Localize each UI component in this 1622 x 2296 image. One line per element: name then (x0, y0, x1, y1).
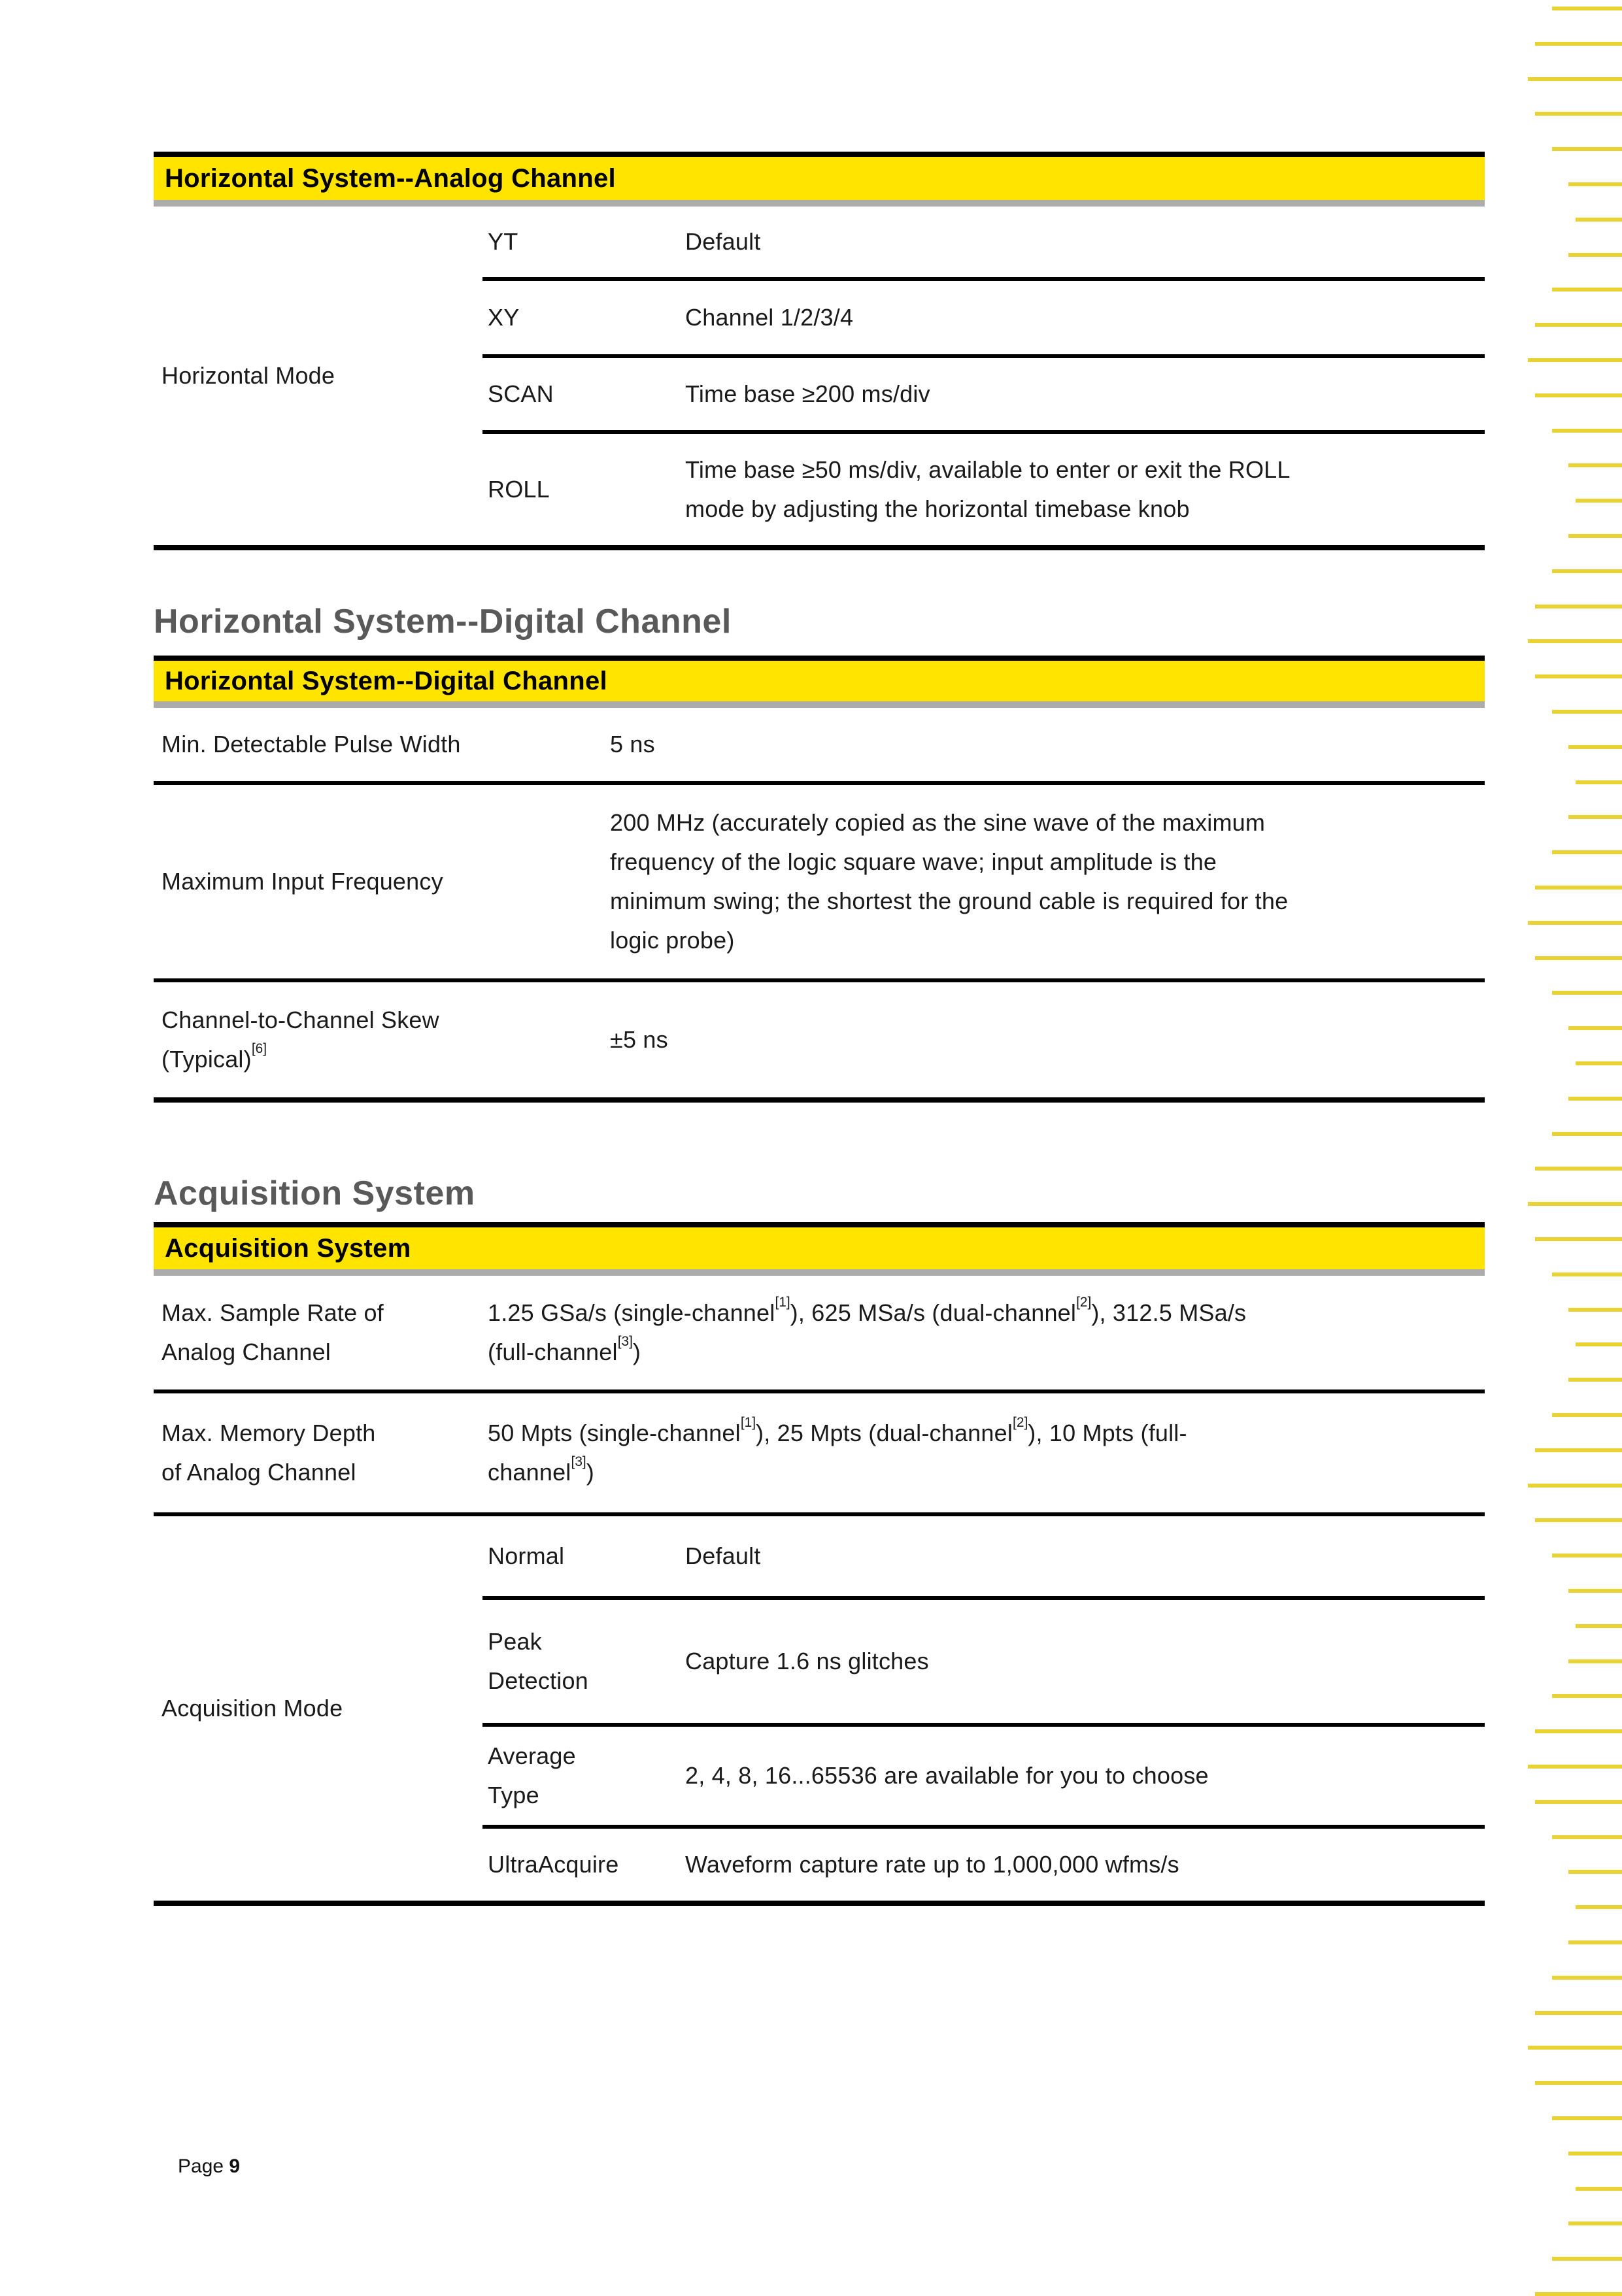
table-header-title: Horizontal System--Analog Channel (165, 164, 616, 193)
mode-text: Normal (488, 1537, 564, 1576)
desc-cell-scan (680, 358, 1485, 430)
yellow-dash (1535, 2011, 1622, 2015)
mode-text: SCAN (488, 374, 554, 414)
label-text: Max. Sample Rate of Analog Channel (161, 1293, 384, 1372)
yellow-dash (1568, 2221, 1622, 2225)
yellow-dash (1535, 1518, 1622, 1522)
value-text: ±5 ns (610, 1020, 668, 1059)
row-label-max-memory-depth (154, 1393, 482, 1512)
desc-text: Time base ≥50 ms/div, available to enter or exit the ROLL mode by adjusting the horizontal timebase knob (685, 450, 1291, 529)
desc-text: Default (685, 222, 760, 261)
yellow-dash (1576, 2187, 1622, 2191)
table-horizontal-digital (154, 656, 1485, 1103)
label-text: Min. Detectable Pulse Width (161, 725, 461, 764)
yellow-dash (1568, 463, 1622, 467)
yellow-dash (1568, 1589, 1622, 1593)
table-acquisition-system (154, 1222, 1485, 1906)
yellow-dash (1552, 1273, 1622, 1276)
yellow-dash (1576, 780, 1622, 784)
desc-cell-roll (680, 434, 1485, 545)
yellow-dash (1535, 42, 1622, 46)
table-body (154, 708, 1485, 1097)
yellow-dash (1576, 1061, 1622, 1065)
yellow-dash (1552, 1554, 1622, 1557)
section-heading-acquisition: Acquisition System (154, 1175, 475, 1212)
yellow-dash (1552, 2257, 1622, 2261)
mode-cell-yt (482, 207, 680, 277)
table-body-simple (154, 1276, 1485, 1512)
table-bottom-border (154, 1097, 1485, 1103)
yellow-dash (1528, 1765, 1622, 1769)
table-header-title: Acquisition System (165, 1234, 411, 1263)
yellow-dash (1552, 850, 1622, 854)
table-header-band (154, 1227, 1485, 1269)
yellow-dash (1552, 147, 1622, 151)
table-header-shadow (154, 1269, 1485, 1276)
yellow-dash (1568, 1940, 1622, 1944)
label-text: Maximum Input Frequency (161, 862, 443, 901)
yellow-dash (1576, 218, 1622, 222)
yellow-dash (1528, 77, 1622, 81)
mode-cell-ultraacquire (482, 1829, 680, 1901)
mode-text: YT (488, 222, 518, 261)
yellow-dash (1576, 1342, 1622, 1346)
row-label-max-input-frequency (154, 785, 605, 978)
yellow-dash (1552, 991, 1622, 995)
yellow-dash (1535, 393, 1622, 397)
yellow-dash (1552, 1132, 1622, 1136)
row-value-max-input-frequency (605, 785, 1485, 978)
yellow-dash (1535, 886, 1622, 890)
yellow-dash (1552, 1413, 1622, 1417)
yellow-dash (1535, 605, 1622, 608)
table-header-band (154, 157, 1485, 200)
table-header-shadow (154, 701, 1485, 708)
yellow-dash (1535, 1800, 1622, 1804)
mode-text: ROLL (488, 470, 550, 509)
row-label-max-sample-rate (154, 1276, 482, 1389)
yellow-dash (1568, 253, 1622, 257)
yellow-dash (1528, 921, 1622, 925)
table-body-acquisition-mode (154, 1516, 1485, 1901)
row-value-pulse-width (605, 708, 1485, 781)
yellow-dash (1576, 1905, 1622, 1909)
yellow-dash (1552, 569, 1622, 573)
mode-cell-average-type (482, 1727, 680, 1825)
yellow-dash (1528, 358, 1622, 362)
yellow-dash (1535, 2081, 1622, 2085)
yellow-dash (1535, 1167, 1622, 1171)
row-label-acquisition-mode: Acquisition Mode (154, 1516, 482, 1901)
desc-cell-average-type (680, 1727, 1485, 1825)
mode-text: UltraAcquire (488, 1845, 618, 1884)
table-top-border (154, 656, 1485, 661)
yellow-dash (1535, 1448, 1622, 1452)
yellow-dash (1576, 499, 1622, 503)
table-body (154, 207, 1485, 545)
yellow-dash (1535, 1237, 1622, 1241)
value-text: 50 Mpts (single-channel[1]), 25 Mpts (dual-channel[2]), 10 Mpts (full- channel[3]) (488, 1414, 1187, 1492)
section-heading-digital: Horizontal System--Digital Channel (154, 603, 732, 641)
page-number (178, 2155, 240, 2178)
mode-text: Average Type (488, 1737, 576, 1815)
desc-text: Time base ≥200 ms/div (685, 374, 930, 414)
mode-text: XY (488, 298, 519, 337)
desc-text: Channel 1/2/3/4 (685, 298, 853, 337)
yellow-dash (1568, 182, 1622, 186)
yellow-dash (1535, 112, 1622, 116)
mode-cell-peak-detection (482, 1600, 680, 1723)
yellow-dash (1535, 674, 1622, 678)
row-label-channel-skew (154, 982, 605, 1097)
mode-cell-roll (482, 434, 680, 545)
label-text: Max. Memory Depth of Analog Channel (161, 1414, 376, 1492)
yellow-dash (1552, 1835, 1622, 1839)
value-text: 200 MHz (accurately copied as the sine wave of the maximum frequency of the logic square wave; input amplitude is the minimum swing; the shortest the ground cable is required for the logic probe) (610, 803, 1288, 960)
yellow-dash (1568, 745, 1622, 749)
desc-cell-xy (680, 281, 1485, 354)
mode-text: Peak Detection (488, 1622, 588, 1701)
row-value-channel-skew (605, 982, 1485, 1097)
desc-cell-normal (680, 1516, 1485, 1596)
yellow-dash (1528, 639, 1622, 643)
table-top-border (154, 152, 1485, 157)
yellow-dash (1568, 1659, 1622, 1663)
desc-cell-ultraacquire (680, 1829, 1485, 1901)
row-value-max-sample-rate (482, 1276, 1485, 1389)
yellow-dash (1568, 1378, 1622, 1382)
yellow-dash (1552, 1976, 1622, 1980)
yellow-dash (1568, 1870, 1622, 1874)
yellow-dash (1552, 1694, 1622, 1698)
yellow-dash (1552, 429, 1622, 433)
desc-cell-peak-detection (680, 1600, 1485, 1723)
yellow-dash (1568, 1097, 1622, 1101)
row-value-max-memory-depth (482, 1393, 1485, 1512)
yellow-dash (1576, 1624, 1622, 1628)
yellow-dash (1535, 956, 1622, 960)
yellow-dash (1568, 1308, 1622, 1312)
table-horizontal-analog (154, 152, 1485, 550)
value-text: 5 ns (610, 725, 655, 764)
yellow-dash (1552, 7, 1622, 10)
row-label-horizontal-mode: Horizontal Mode (154, 207, 482, 545)
table-bottom-border (154, 545, 1485, 550)
desc-text: 2, 4, 8, 16...65536 are available for you to choose (685, 1756, 1209, 1795)
table-bottom-border (154, 1901, 1485, 1906)
desc-text: Waveform capture rate up to 1,000,000 wfms/s (685, 1845, 1179, 1884)
desc-cell-yt (680, 207, 1485, 277)
label-text: Channel-to-Channel Skew (Typical)[6] (161, 1001, 439, 1079)
yellow-dash (1535, 1729, 1622, 1733)
table-top-border (154, 1222, 1485, 1227)
yellow-dash (1528, 1202, 1622, 1206)
value-text: 1.25 GSa/s (single-channel[1]), 625 MSa/s (dual-channel[2]), 312.5 MSa/s (full-channel[3]) (488, 1293, 1246, 1372)
yellow-dash (1528, 2046, 1622, 2050)
yellow-dash (1528, 1484, 1622, 1488)
desc-text: Default (685, 1537, 760, 1576)
yellow-dash (1535, 323, 1622, 327)
yellow-dash (1568, 534, 1622, 538)
yellow-dash (1552, 2116, 1622, 2120)
desc-text: Capture 1.6 ns glitches (685, 1642, 929, 1681)
yellow-dash (1568, 1026, 1622, 1030)
table-header-band (154, 661, 1485, 701)
yellow-dash (1552, 710, 1622, 714)
mode-cell-normal (482, 1516, 680, 1596)
yellow-dash (1552, 288, 1622, 291)
mode-cell-scan (482, 358, 680, 430)
mode-cell-xy (482, 281, 680, 354)
page-number-value: 9 (229, 2155, 240, 2177)
row-label-pulse-width (154, 708, 605, 781)
table-header-title: Horizontal System--Digital Channel (165, 667, 607, 696)
table-header-shadow (154, 200, 1485, 207)
page-number-label: Page (178, 2155, 224, 2177)
yellow-dash (1568, 815, 1622, 819)
yellow-dash (1568, 2152, 1622, 2155)
